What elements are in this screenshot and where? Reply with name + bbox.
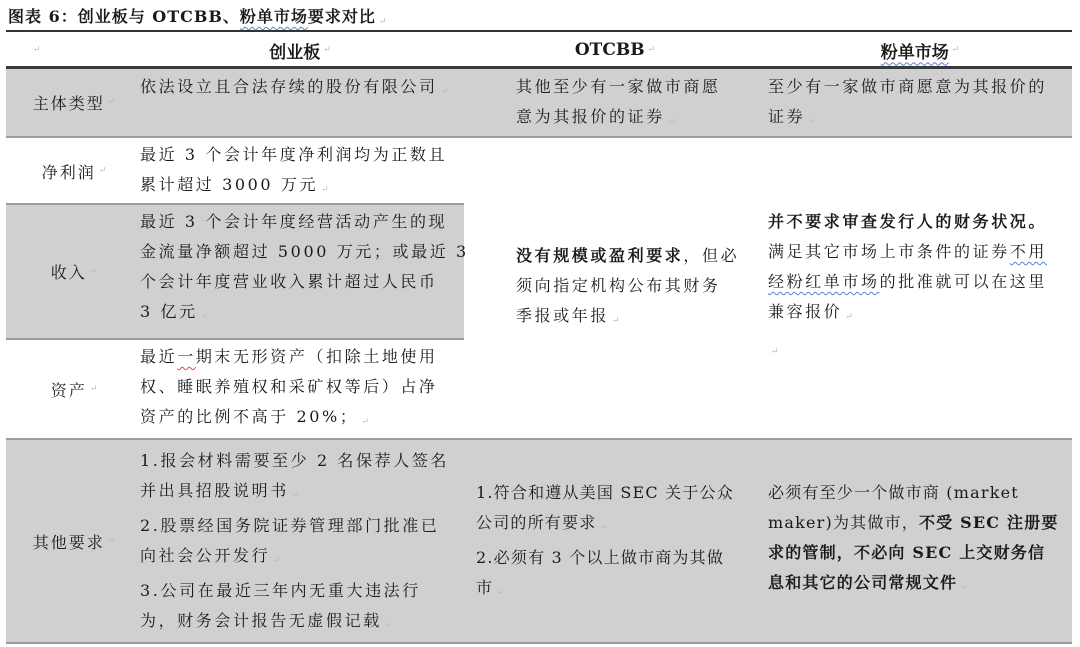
cell-text: 期末无形资产（扣除土地使用 xyxy=(195,347,438,366)
cell-text: 3 亿元 xyxy=(140,302,198,321)
row-divider xyxy=(6,338,464,340)
paragraph-mark-icon: ↵ xyxy=(200,312,211,322)
cell-text: 市 xyxy=(476,578,494,597)
cell-text: 2.股票经国务院证券管理部门批准已 xyxy=(140,516,440,535)
cell-otcbb-other xyxy=(476,478,766,608)
cell-text: 向社会公开发行 xyxy=(140,546,271,565)
cell-text: 季报或年报 xyxy=(516,306,610,325)
cell-text: 其他至少有一家做市商愿 xyxy=(516,77,721,96)
cell-text: 最近 3 个会计年度经营活动产生的现 xyxy=(140,212,448,231)
header-pink-sheets xyxy=(770,34,1070,66)
figure-caption xyxy=(8,4,387,28)
cell-text: 依法设立且合法存续的股份有限公司 xyxy=(140,77,438,96)
caption-underlined: 粉单市场 xyxy=(239,7,308,26)
paragraph-mark-icon: ↵ xyxy=(960,583,969,593)
label-text: 收入 xyxy=(50,263,87,282)
paragraph-mark-icon: ↵ xyxy=(667,117,678,127)
cell-pink-entity-type xyxy=(768,72,1068,137)
paragraph-mark-icon: ↵ xyxy=(291,491,302,501)
paragraph-mark-icon: ↵ xyxy=(808,117,819,127)
label-text: 资产 xyxy=(50,380,87,400)
cell-text-bold: 并不要求审查发行人的财务状况。 xyxy=(768,212,1048,231)
paragraph-mark-icon: ↵ xyxy=(647,45,656,55)
row-label-net-profit xyxy=(20,140,130,202)
header-otcbb xyxy=(470,34,760,66)
cell-text: 须向指定机构公布其财务 xyxy=(516,276,721,295)
cell-text: 证券 xyxy=(768,107,806,126)
paragraph-mark-icon: ↵ xyxy=(845,312,856,322)
cell-text: maker)为其做市， xyxy=(768,513,919,532)
cell-gem-entity-type xyxy=(140,72,460,107)
cell-text-flagged: 经粉红单市场 xyxy=(768,272,880,291)
cell-text: 为，财务会计报告无虚假记载 xyxy=(140,611,382,630)
paragraph-mark-icon: ↵ xyxy=(951,45,960,55)
header-pink-label: 粉单市场 xyxy=(880,42,949,63)
cell-pink-other xyxy=(768,478,1073,603)
paragraph-mark-icon: ↵ xyxy=(771,347,782,357)
cell-text-bold: 求的管制，不必向 SEC 上交财务信 xyxy=(768,543,1046,562)
paragraph-mark-icon: ↵ xyxy=(32,45,41,55)
paragraph-mark-icon: ↵ xyxy=(98,166,109,176)
cell-text-flagged: 一 xyxy=(177,347,196,366)
cell-text: ，但必 xyxy=(683,246,740,265)
cell-text-bold: 没有规模或盈利要求 xyxy=(516,246,684,265)
cell-text: 1.报会材料需要至少 2 名保荐人签名 xyxy=(140,451,450,470)
cell-otcbb-financial xyxy=(516,241,766,336)
cell-text: 兼容报价 xyxy=(768,302,843,321)
header-gem-label: 创业板 xyxy=(269,42,321,63)
paragraph-mark-icon: ↵ xyxy=(496,588,505,598)
paragraph-mark-icon: ↵ xyxy=(323,45,331,55)
cell-gem-net-profit xyxy=(140,140,460,205)
cell-text: 个会计年度营业收入累计超过人民币 xyxy=(140,272,438,291)
cell-text: 最近 xyxy=(140,347,178,366)
cell-text: 2.必须有 3 个以上做市商为其做 xyxy=(476,548,725,567)
cell-text: 最近 3 个会计年度净利润均为正数且 xyxy=(140,145,448,164)
cell-gem-revenue xyxy=(140,207,469,332)
label-text: 其他要求 xyxy=(32,532,105,552)
cell-text: 意为其报价的证券 xyxy=(516,107,665,126)
header-empty-cell xyxy=(20,34,50,66)
cell-text: 3.公司在最近三年内无重大违法行 xyxy=(140,581,421,600)
paragraph-mark-icon: ↵ xyxy=(599,523,609,533)
cell-pink-financial xyxy=(768,207,1073,367)
paragraph-mark-icon: ↵ xyxy=(378,17,388,27)
cell-text: 并出具招股说明书 xyxy=(140,481,289,500)
cell-text: 权、睡眠养殖权和采矿权等后）占净 xyxy=(140,377,438,396)
cell-text-bold: 息和其它的公司常规文件 xyxy=(768,573,958,592)
cell-text: 必须有至少一个做市商 (market xyxy=(768,483,1019,502)
paragraph-mark-icon: ↵ xyxy=(273,556,284,566)
cell-otcbb-entity-type xyxy=(516,72,766,137)
cell-text: 累计超过 3000 万元 xyxy=(140,175,319,194)
paragraph-mark-icon: ↵ xyxy=(107,536,118,546)
paragraph-mark-icon: ↵ xyxy=(321,185,332,195)
caption-prefix: 图表 6：创业板与 OTCBB、 xyxy=(8,7,240,26)
cell-text: 资产的比例不高于 20%； xyxy=(140,407,359,426)
header-otcbb-label: OTCBB xyxy=(574,40,645,60)
cell-text: 至少有一家做市商愿意为其报价的 xyxy=(768,77,1048,96)
cell-gem-assets xyxy=(140,342,460,437)
cell-text-flagged: 不用 xyxy=(1009,242,1048,261)
row-label-assets xyxy=(20,342,130,436)
paragraph-mark-icon: ↵ xyxy=(361,417,372,427)
table-bottom-rule xyxy=(6,642,1072,644)
cell-text: 满足其它市场上市条件的证券 xyxy=(768,242,1010,261)
caption-suffix: 要求对比 xyxy=(307,7,376,26)
row-label-revenue xyxy=(20,205,130,338)
header-gem xyxy=(140,34,460,66)
row-label-entity-type xyxy=(20,72,130,132)
cell-text-bold: 不受 SEC 注册要 xyxy=(918,513,1059,532)
paragraph-mark-icon: ↵ xyxy=(384,621,395,631)
paragraph-mark-icon: ↵ xyxy=(89,384,100,394)
cell-gem-other xyxy=(140,446,460,641)
cell-text: 1.符合和遵从美国 SEC 关于公众 xyxy=(476,483,734,502)
paragraph-mark-icon: ↵ xyxy=(612,316,623,326)
label-text: 主体类型 xyxy=(32,93,105,113)
paragraph-mark-icon: ↵ xyxy=(89,266,100,277)
cell-text: 金流量净额超过 5000 万元；或最近 3 xyxy=(140,242,469,261)
cell-text: 的批准就可以在这里 xyxy=(879,272,1048,291)
table-top-rule xyxy=(6,30,1072,32)
paragraph-mark-icon: ↵ xyxy=(440,87,451,97)
paragraph-mark-icon: ↵ xyxy=(107,97,118,107)
cell-text: 公司的所有要求 xyxy=(476,513,597,532)
row-label-other xyxy=(20,440,130,642)
label-text: 净利润 xyxy=(41,162,96,182)
